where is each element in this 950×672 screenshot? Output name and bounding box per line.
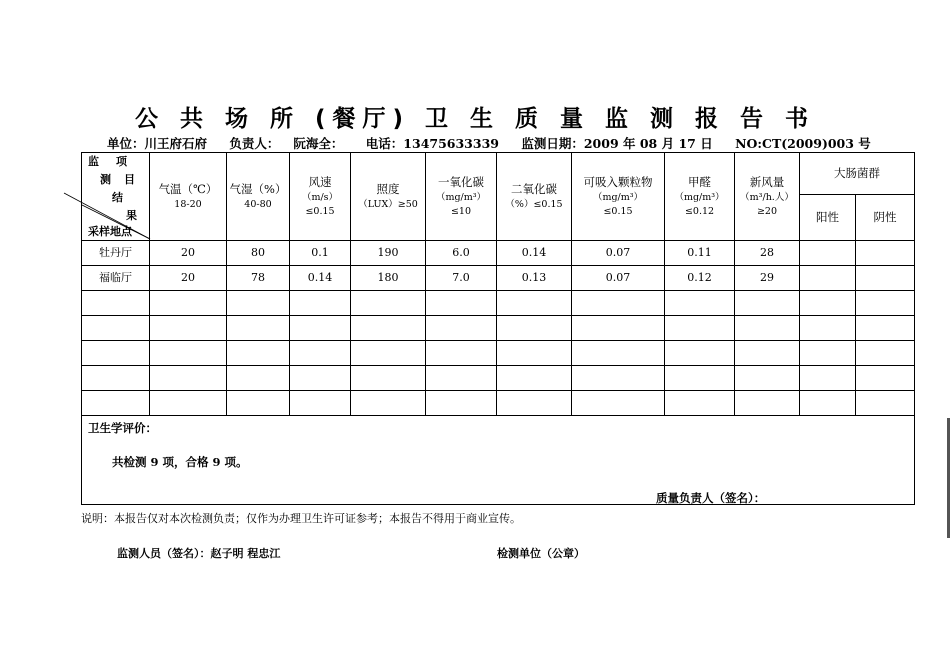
empty-cell <box>150 291 227 316</box>
col-name: 可吸入颗粒物 <box>583 175 653 190</box>
empty-cell <box>290 291 351 316</box>
empty-cell <box>572 316 665 341</box>
empty-cell <box>426 366 497 391</box>
col-name: 新风量 <box>749 175 785 190</box>
value-cell: 0.07 <box>572 266 665 291</box>
col-name: 二氧化碳 <box>511 182 557 197</box>
empty-cell <box>856 341 915 366</box>
col-spec: ≤0.15 <box>305 205 335 217</box>
col-spec: （mg/m³）≤10 <box>435 192 487 217</box>
value-cell: 0.14 <box>497 241 572 266</box>
empty-cell <box>735 316 800 341</box>
col-spec: （%）≤0.15 <box>505 198 563 210</box>
empty-cell <box>665 341 735 366</box>
report-meta <box>107 134 885 152</box>
quality-signature: 质量负责人（签名）： <box>656 491 766 505</box>
value-cell <box>856 266 915 291</box>
value-cell: 0.07 <box>572 241 665 266</box>
empty-cell <box>426 341 497 366</box>
empty-cell <box>227 366 290 391</box>
person-label: 负责人： <box>229 136 280 151</box>
col-illuminance <box>351 153 426 241</box>
empty-table-row <box>82 341 915 366</box>
empty-cell <box>572 366 665 391</box>
col-carbon-monoxide <box>426 153 497 241</box>
empty-cell <box>856 391 915 416</box>
empty-table-row <box>82 391 915 416</box>
sampling-site-cell: 福临厅 <box>82 266 150 291</box>
empty-cell <box>351 316 426 341</box>
empty-cell <box>735 366 800 391</box>
col-spec: ≤0.15 <box>603 205 633 217</box>
report-number: NO:CT(2009)003 号 <box>735 136 871 151</box>
empty-cell <box>800 366 856 391</box>
empty-cell <box>856 366 915 391</box>
empty-cell <box>572 291 665 316</box>
empty-cell <box>150 341 227 366</box>
evaluation-result: 共检测 9 项，合格 9 项。 <box>112 455 248 469</box>
empty-cell <box>800 291 856 316</box>
empty-cell <box>665 316 735 341</box>
empty-cell <box>82 341 150 366</box>
col-name: 风速 <box>308 175 332 190</box>
value-cell <box>856 241 915 266</box>
col-particulates <box>572 153 665 241</box>
empty-table-row <box>82 366 915 391</box>
empty-cell <box>82 366 150 391</box>
col-unit: （mg/m³） <box>592 192 644 204</box>
empty-cell <box>497 291 572 316</box>
col-coliform: 大肠菌群 <box>800 153 915 195</box>
empty-cell <box>735 291 800 316</box>
empty-cell <box>227 316 290 341</box>
date-value: 2009 年 08 月 17 日 <box>583 136 713 151</box>
diagonal-header-cell <box>82 153 150 241</box>
value-cell: 0.1 <box>290 241 351 266</box>
empty-cell <box>572 391 665 416</box>
col-spec: ≤0.12 <box>684 205 715 217</box>
table-row <box>82 241 915 266</box>
col-coliform-negative: 阴性 <box>856 195 915 241</box>
value-cell: 29 <box>735 266 800 291</box>
empty-table-row <box>82 291 915 316</box>
value-cell: 180 <box>351 266 426 291</box>
col-spec: （LUX）≥50 <box>358 198 418 210</box>
col-name: 照度 <box>376 182 400 197</box>
empty-cell <box>497 366 572 391</box>
empty-cell <box>800 316 856 341</box>
empty-cell <box>150 366 227 391</box>
diag-word-jian: 监 <box>88 155 99 168</box>
report-title: 公 共 场 所 (餐厅) 卫 生 质 量 监 测 报 告 书 <box>134 106 816 132</box>
empty-cell <box>497 391 572 416</box>
diag-word-xiang: 项 <box>116 155 127 168</box>
value-cell <box>800 266 856 291</box>
empty-cell <box>82 316 150 341</box>
empty-cell <box>290 366 351 391</box>
value-cell <box>800 241 856 266</box>
monitor-signature: 监测人员（签名）：赵子明 程忠江 <box>117 547 281 560</box>
empty-cell <box>351 391 426 416</box>
value-cell: 20 <box>150 241 227 266</box>
value-cell: 0.12 <box>665 266 735 291</box>
empty-cell <box>82 391 150 416</box>
diag-word-mu: 目 <box>124 173 135 186</box>
empty-cell <box>351 341 426 366</box>
empty-cell <box>497 341 572 366</box>
col-unit: （m³/h.人） <box>740 192 794 204</box>
empty-cell <box>665 391 735 416</box>
col-formaldehyde <box>665 153 735 241</box>
empty-cell <box>426 316 497 341</box>
diag-word-jie: 结 <box>112 191 123 204</box>
evaluation-row <box>82 416 915 505</box>
col-spec: 18-20 <box>174 198 202 210</box>
col-wind-speed <box>290 153 351 241</box>
empty-cell <box>227 391 290 416</box>
empty-cell <box>800 341 856 366</box>
value-cell: 20 <box>150 266 227 291</box>
col-name: 气温（℃） <box>158 182 218 197</box>
unit-seal-label: 检测单位（公章） <box>497 547 585 560</box>
value-cell: 80 <box>227 241 290 266</box>
empty-cell <box>735 341 800 366</box>
empty-cell <box>572 341 665 366</box>
empty-cell <box>856 291 915 316</box>
diag-word-sampling-site: 采样地点 <box>88 225 132 238</box>
value-cell: 0.11 <box>665 241 735 266</box>
person-value: 阮海全： <box>293 136 344 151</box>
col-temperature <box>150 153 227 241</box>
empty-cell <box>351 366 426 391</box>
empty-cell <box>800 391 856 416</box>
empty-cell <box>497 316 572 341</box>
empty-cell <box>150 316 227 341</box>
diag-word-ce: 测 <box>100 173 111 186</box>
empty-cell <box>665 366 735 391</box>
value-cell: 7.0 <box>426 266 497 291</box>
phone-label: 电话： <box>365 136 404 151</box>
col-name: 甲醛 <box>688 175 711 190</box>
col-name: 气湿（%） <box>229 182 287 197</box>
col-unit: （m/s） <box>301 192 339 204</box>
empty-cell <box>227 341 290 366</box>
disclaimer-note: 说明：本报告仅对本次检测负责；仅作为办理卫生许可证参考；本报告不得用于商业宣传。 <box>81 512 521 525</box>
empty-cell <box>290 341 351 366</box>
empty-cell <box>290 316 351 341</box>
col-fresh-air <box>735 153 800 241</box>
value-cell: 190 <box>351 241 426 266</box>
evaluation-label: 卫生学评价： <box>88 421 157 435</box>
empty-cell <box>150 391 227 416</box>
empty-cell <box>290 391 351 416</box>
date-label: 监测日期： <box>521 136 584 151</box>
value-cell: 0.14 <box>290 266 351 291</box>
col-spec: ≥20 <box>756 205 778 217</box>
empty-cell <box>351 291 426 316</box>
value-cell: 28 <box>735 241 800 266</box>
unit-value: 川王府石府 <box>144 136 208 151</box>
evaluation-cell <box>82 416 915 505</box>
empty-cell <box>82 291 150 316</box>
empty-cell <box>856 316 915 341</box>
col-unit: （mg/m³） <box>674 192 725 204</box>
empty-cell <box>665 291 735 316</box>
empty-cell <box>735 391 800 416</box>
value-cell: 6.0 <box>426 241 497 266</box>
value-cell: 78 <box>227 266 290 291</box>
col-humidity <box>227 153 290 241</box>
diag-word-guo: 果 <box>126 209 137 222</box>
col-carbon-dioxide <box>497 153 572 241</box>
col-spec: 40-80 <box>244 198 272 210</box>
col-coliform-positive: 阳性 <box>800 195 856 241</box>
phone-value: 13475633339 <box>403 136 499 151</box>
unit-label: 单位： <box>107 136 145 151</box>
table-row <box>82 266 915 291</box>
empty-cell <box>426 391 497 416</box>
monitoring-table <box>81 152 915 505</box>
value-cell: 0.13 <box>497 266 572 291</box>
empty-cell <box>426 291 497 316</box>
sampling-site-cell: 牡丹厅 <box>82 241 150 266</box>
empty-table-row <box>82 316 915 341</box>
col-name: 一氧化碳 <box>438 175 484 190</box>
empty-cell <box>227 291 290 316</box>
